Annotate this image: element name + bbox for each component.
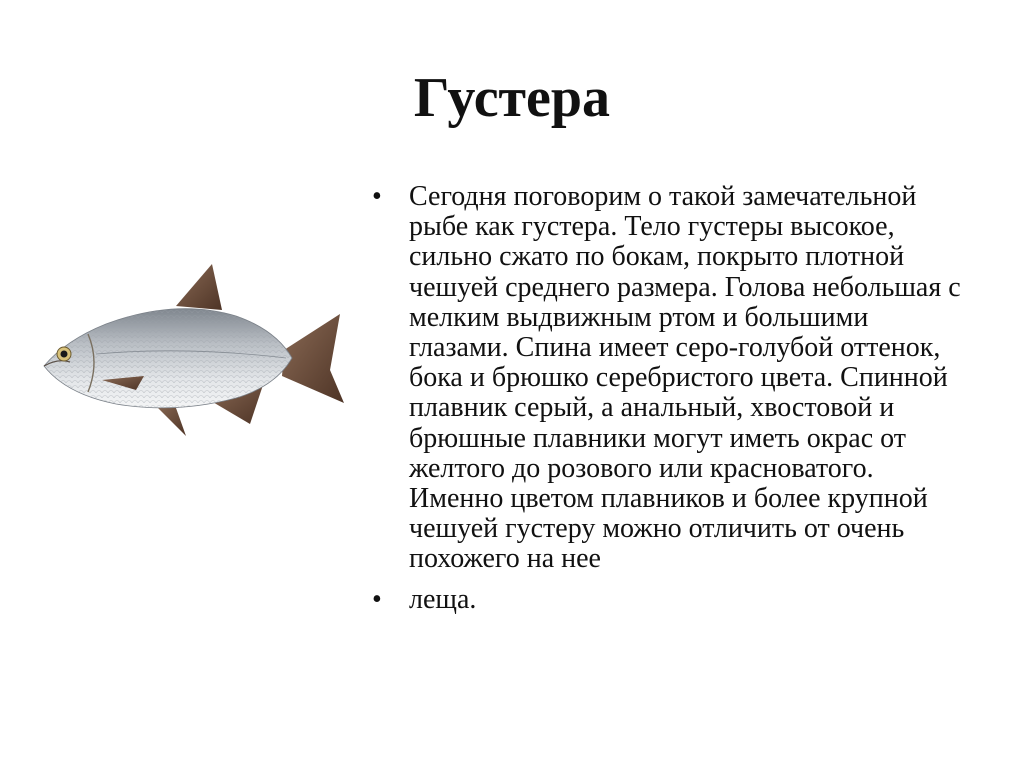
bullet-item-2 bbox=[372, 585, 972, 615]
dorsal-fin bbox=[176, 264, 222, 310]
fish-image bbox=[36, 258, 356, 443]
bullet-text-1: Сегодня поговорим о такой замечательной рыбе как густера. Тело густеры высокое, сильно сжато по бокам, покрыто плотной чешуей среднего размера. Голова небольшая с мелким выдвижным ртом и большими глазами. Спина имеет серо-голубой оттенок, бока и брюшко серебристого цвета. Спинной плавник серый, а анальный, хвостовой и брюшные плавники могут иметь окрас от желтого до розового или красноватого. Именно цветом плавников и более крупной чешуей густеру можно отличить от очень похожего на нее bbox=[409, 181, 961, 575]
bullet-list bbox=[372, 182, 972, 625]
bullet-item-1 bbox=[372, 182, 972, 575]
fish-illustration bbox=[36, 258, 356, 443]
bullet-marker: • bbox=[372, 583, 382, 615]
slide-title: Густера bbox=[413, 67, 611, 129]
bullet-marker: • bbox=[372, 181, 382, 212]
ventral-fin bbox=[154, 404, 186, 436]
bullet-text-2: леща. bbox=[409, 583, 477, 615]
